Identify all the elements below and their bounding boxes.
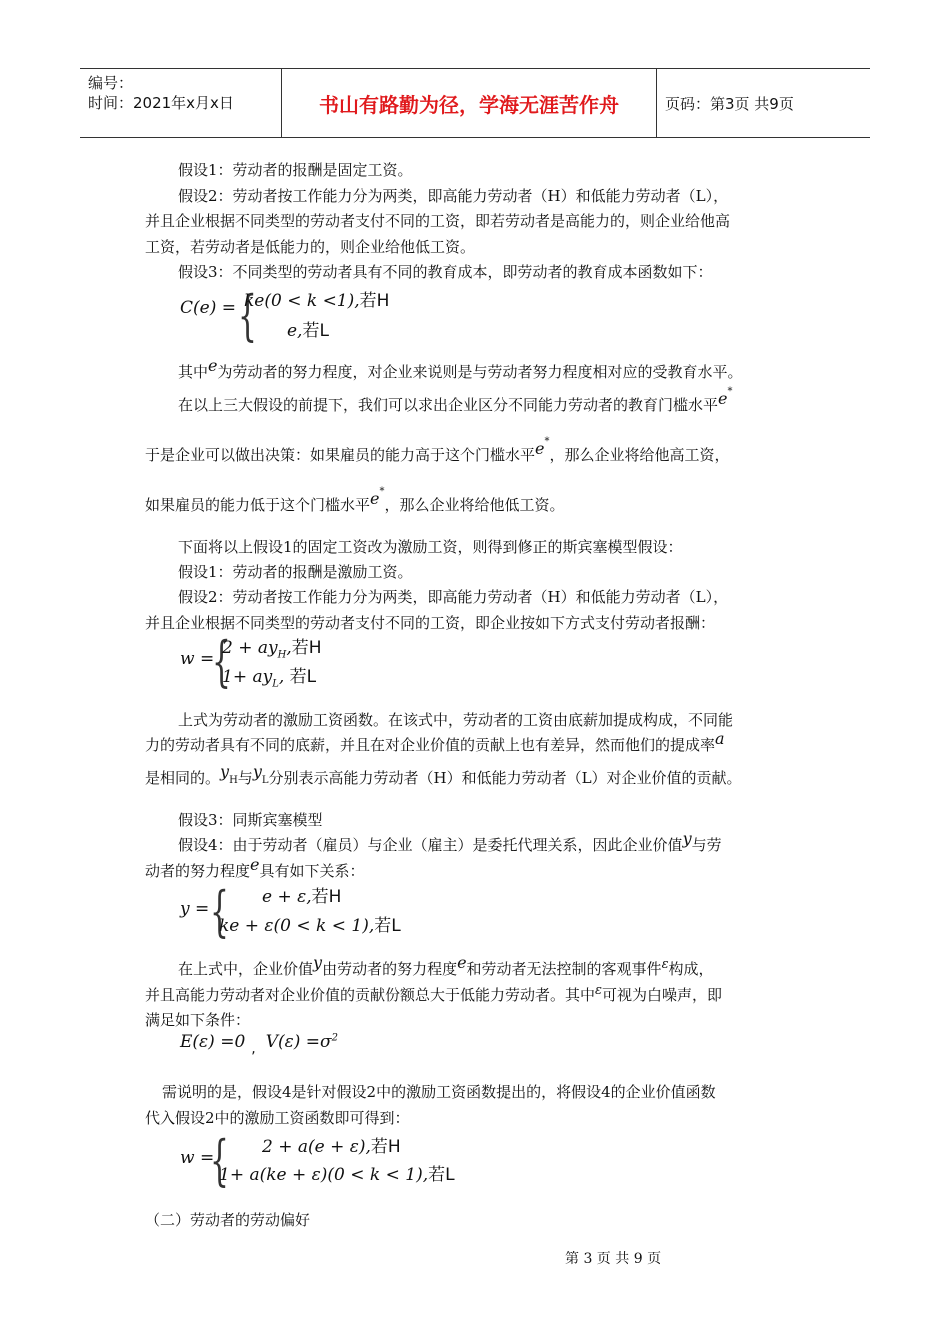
para-a2: 假设2：劳动者按工作能力分为两类，即高能力劳动者（H）和低能力劳动者（L）， bbox=[178, 187, 729, 205]
para-a1: 假设1：劳动者的报酬是固定工资。 bbox=[178, 161, 413, 179]
header-page-label: 页码：第3页 共9页 bbox=[665, 94, 794, 113]
eq-wage-h: $2 + ay_H$,若H bbox=[222, 638, 322, 661]
eq-wage2-l: 1+ a(ke + ε)(0 < k < 1),若L bbox=[219, 1165, 455, 1185]
para-g1: 需说明的是，假设4是针对假设2中的激励工资函数提出的，将假设4的企业价值函数 bbox=[162, 1083, 716, 1101]
eq-wage-lhs: w = bbox=[180, 649, 215, 669]
para-e1: 其中e为劳动者的努力程度，对企业来说则是与劳动者努力程度相对应的受教育水平。 bbox=[178, 356, 743, 381]
eq-cost-lhs: C(e) = bbox=[180, 298, 236, 318]
para-c3: 是相同的。$y_H$与$y_L$分别表示高能力劳动者（H）和低能力劳动者（L）对企业价值的贡献。 bbox=[145, 762, 742, 787]
eq-wage2-h: 2 + a(e + ε),若H bbox=[262, 1137, 401, 1157]
para-e4: 如果雇员的能力低于这个门槛水平e*，那么企业将给他低工资。 bbox=[145, 486, 565, 514]
header-motto: 书山有路勤为径，学海无涯苦作舟 bbox=[282, 69, 657, 137]
eq-wage2-lhs: w = bbox=[180, 1148, 215, 1168]
para-g2: 代入假设2中的激励工资函数即可得到： bbox=[145, 1109, 410, 1127]
para-b2b: 并且企业根据不同类型的劳动者支付不同的工资，即企业按如下方式支付劳动者报酬： bbox=[145, 614, 716, 632]
para-a2c: 工资，若劳动者是低能力的，则企业给他低工资。 bbox=[145, 238, 476, 256]
eq-cost-l: e,若L bbox=[287, 321, 329, 341]
brace-icon: { bbox=[212, 630, 231, 693]
section-heading: （二）劳动者的劳动偏好 bbox=[145, 1211, 311, 1229]
eq-wage-l: $1+ ay_L$, 若L bbox=[222, 667, 317, 690]
para-f2: 并且高能力劳动者对企业价值的贡献份额总大于低能力劳动者。其中ε可视为白噪声，即 bbox=[145, 983, 723, 1004]
para-d3: 假设3：同斯宾塞模型 bbox=[178, 811, 323, 829]
para-a2b: 并且企业根据不同类型的劳动者支付不同的工资，即若劳动者是高能力的，则企业给他高 bbox=[145, 212, 731, 230]
eq-value-lhs: y = bbox=[180, 899, 210, 919]
para-d4c: 动者的努力程度e具有如下关系： bbox=[145, 855, 365, 880]
para-f3: 满足如下条件： bbox=[145, 1011, 251, 1029]
para-c1: 上式为劳动者的激励工资函数。在该式中，劳动者的工资由底薪加提成构成，不同能 bbox=[178, 711, 734, 729]
eq-value-h: e + ε,若H bbox=[262, 887, 342, 907]
para-b1: 假设1：劳动者的报酬是激励工资。 bbox=[178, 563, 413, 581]
para-b0: 下面将以上假设1的固定工资改为激励工资，则得到修正的斯宾塞模型假设： bbox=[178, 538, 683, 556]
brace-icon: { bbox=[210, 880, 229, 943]
number-label: 编号： bbox=[88, 74, 134, 92]
eq-cost-h: ke(0 < k <1),若H bbox=[244, 291, 390, 311]
page-footer: 第 3 页 共 9 页 bbox=[565, 1251, 662, 1267]
para-f1: 在上式中，企业价值y由劳动者的努力程度e和劳动者无法控制的客观事件ε构成， bbox=[178, 953, 714, 978]
brace-icon: { bbox=[238, 284, 257, 347]
date-label: 时间：2021年x月x日 bbox=[88, 94, 234, 112]
brace-icon: { bbox=[210, 1129, 229, 1192]
para-c2: 力的劳动者具有不同的底薪，并且在对企业价值的贡献上也有差异，然而他们的提成率a bbox=[145, 729, 725, 754]
page-header bbox=[80, 68, 870, 138]
para-d4: 假设4：由于劳动者（雇员）与企业（雇主）是委托代理关系，因此企业价值y与劳 bbox=[178, 829, 722, 854]
para-e3: 于是企业可以做出决策：如果雇员的能力高于这个门槛水平e*，那么企业将给他高工资， bbox=[145, 436, 730, 464]
header-meta bbox=[80, 69, 282, 137]
para-e2: 在以上三大假设的前提下，我们可以求出企业区分不同能力劳动者的教育门槛水平e* bbox=[178, 386, 733, 414]
para-b2: 假设2：劳动者按工作能力分为两类，即高能力劳动者（H）和低能力劳动者（L）， bbox=[178, 588, 729, 606]
para-a3: 假设3：不同类型的劳动者具有不同的教育成本，即劳动者的教育成本函数如下： bbox=[178, 263, 713, 281]
eq-value-l: ke + ε(0 < k < 1),若L bbox=[219, 916, 401, 936]
eq-cond: E(ε) =0 $_,$ $V(\varepsilon) =\sigma^2$ bbox=[180, 1032, 339, 1057]
